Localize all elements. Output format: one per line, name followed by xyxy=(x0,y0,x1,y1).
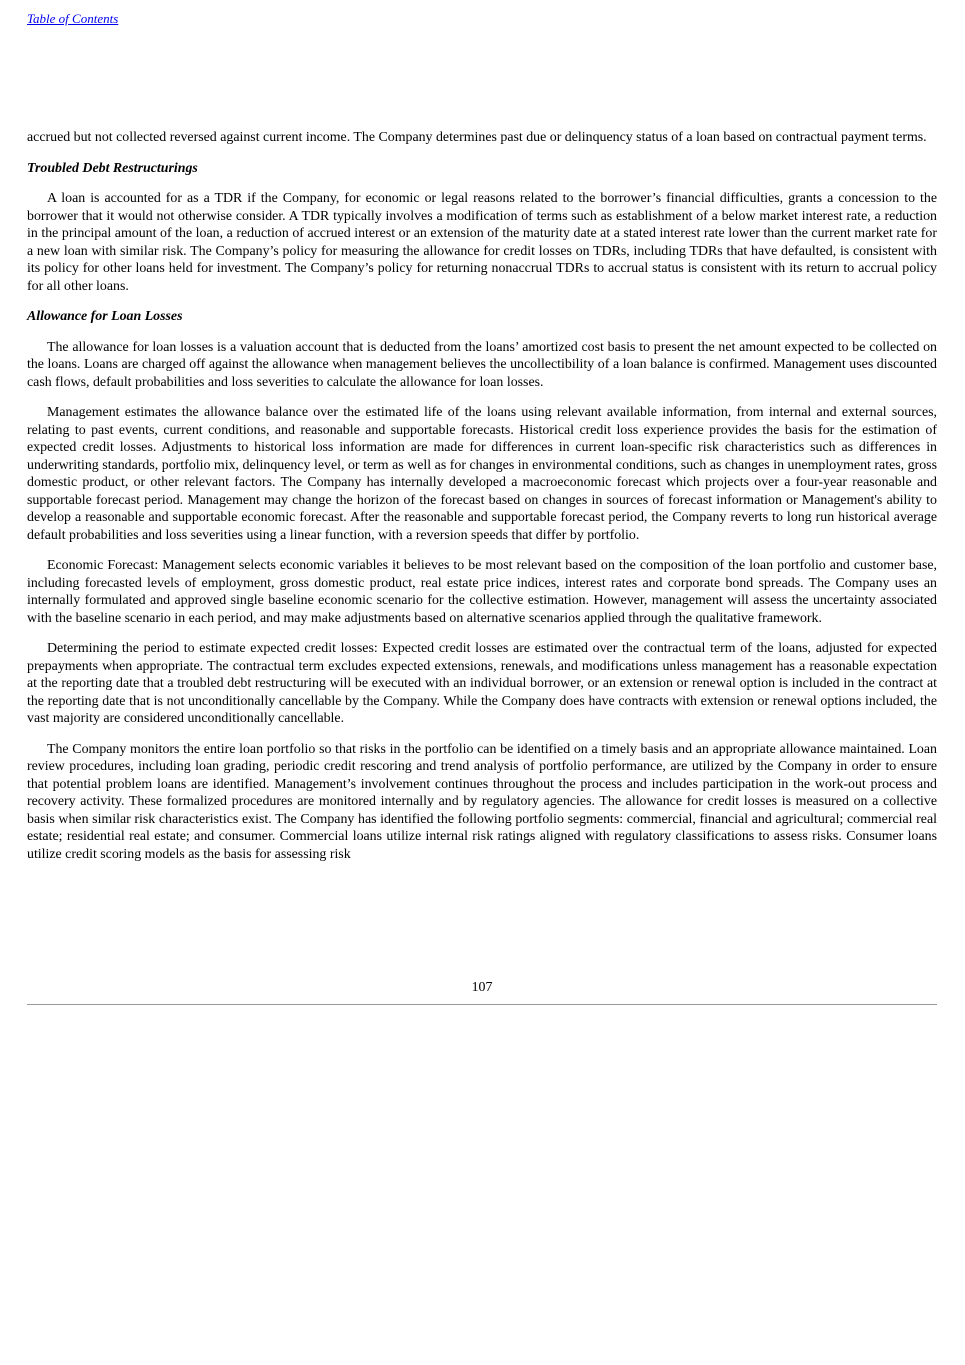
page-content xyxy=(27,129,937,876)
paragraph-accrued-interest: accrued but not collected reversed against current income. The Company determines past due or delinquency status of a loan based on contractual payment terms. xyxy=(27,130,927,145)
page-number: 107 xyxy=(471,980,493,995)
paragraph-tdr-definition: A loan is accounted for as a TDR if the Company, for economic or legal reasons related to the borrower’s financial difficulties, grants a concession to the borrower that it would not otherwise consider. A TDR typically involves a modification of terms such as establishment of a below market interest rate, a reduction in the principal amount of the loan, a reduction of accrued interest or an extension of the maturity date at a stated interest rate lower than the current market rate for a new loan with similar risk. The Company’s policy for measuring the allowance for credit losses on TDRs, including TDRs that have defaulted, is consistent with its policy for other loans held for investment. The Company’s policy for returning nonaccrual TDRs to accrual status is consistent with its return to accrual policy for all other loans. xyxy=(27,191,937,294)
paragraph-estimation-period: Determining the period to estimate expected credit losses: Expected credit losses are estimated over the contractual term of the loans, adjusted for expected prepayments when appropriate. The contractual term excludes expected extensions, renewals, and modifications unless management has a reasonable expectation at the reporting date that a troubled debt restructuring will be executed with an individual borrower, or an extension or renewal option is included in the contract at the reporting date that is not unconditionally cancellable by the Company. While the Company does have contracts with extension or renewal options included, the vast majority are considered unconditionally cancellable. xyxy=(27,641,937,726)
table-of-contents-link[interactable]: Table of Contents xyxy=(27,11,119,26)
heading-troubled-debt-restructurings: Troubled Debt Restructurings xyxy=(27,160,198,176)
paragraph-allowance-valuation: The allowance for loan losses is a valuation account that is deducted from the loans’ amortized cost basis to present the net amount expected to be collected on the loans. Loans are charged off against the allowance when management believes the uncollectibility of a loan balance is confirmed. Management uses discounted cash flows, default probabilities and loss severities to calculate the allowance for loan losses. xyxy=(27,339,937,390)
paragraph-portfolio-monitoring: The Company monitors the entire loan portfolio so that risks in the portfolio can be identified on a timely basis and an appropriate allowance maintained. Loan review procedures, including loan grading, periodic credit rescoring and trend analysis of portfolio performance, are utilized by the Company in order to ensure that potential problem loans are identified. Management’s involvement continues throughout the process and includes participation in the work-out process and recovery activity. These formalized procedures are monitored internally and by regulatory agencies. The allowance for credit losses is measured on a collective basis when similar risk characteristics exist. The Company has identified the following portfolio segments: commercial, financial and agricultural; commercial real estate; residential real estate; and consumer. Commercial loans utilize internal risk ratings aligned with regulatory classifications to assess risks. Consumer loans utilize credit scoring models as the basis for assessing risk xyxy=(27,741,937,862)
heading-allowance-for-loan-losses: Allowance for Loan Losses xyxy=(27,309,183,324)
page-divider xyxy=(27,1004,937,1005)
paragraph-economic-forecast: Economic Forecast: Management selects economic variables it believes to be most relevant based on the composition of the loan portfolio and customer base, including forecasted levels of employment, gross domestic product, real estate price indices, interest rates and corporate bond spreads. The Company uses an internally formulated and approved single baseline economic scenario for the collective estimation. However, management will assess the uncertainty associated with the baseline scenario in each period, and may make adjustments based on alternative scenarios applied through the qualitative framework. xyxy=(27,558,937,626)
paragraph-allowance-estimation: Management estimates the allowance balance over the estimated life of the loans using relevant available information, from internal and external sources, relating to past events, current conditions, and reasonable and supportable forecasts. Historical credit loss experience provides the basis for the estimation of expected credit losses. Adjustments to historical loss information are made for differences in current loan-specific risk characteristics such as differences in underwriting standards, portfolio mix, delinquency level, or term as well as for changes in environmental conditions, such as changes in unemployment rates, gross domestic product, or other relevant factors. The Company has internally developed a macroeconomic forecast which projects over a four-year reasonable and supportable forecast period. Management may change the horizon of the forecast based on changes in sources of forecast information or Management's ability to develop a reasonable and supportable economic forecast. After the reasonable and supportable forecast period, the Company reverts to long run historical average default probabilities and loss severities using a linear function, with a reversion speeds that differ by portfolio. xyxy=(27,405,937,543)
